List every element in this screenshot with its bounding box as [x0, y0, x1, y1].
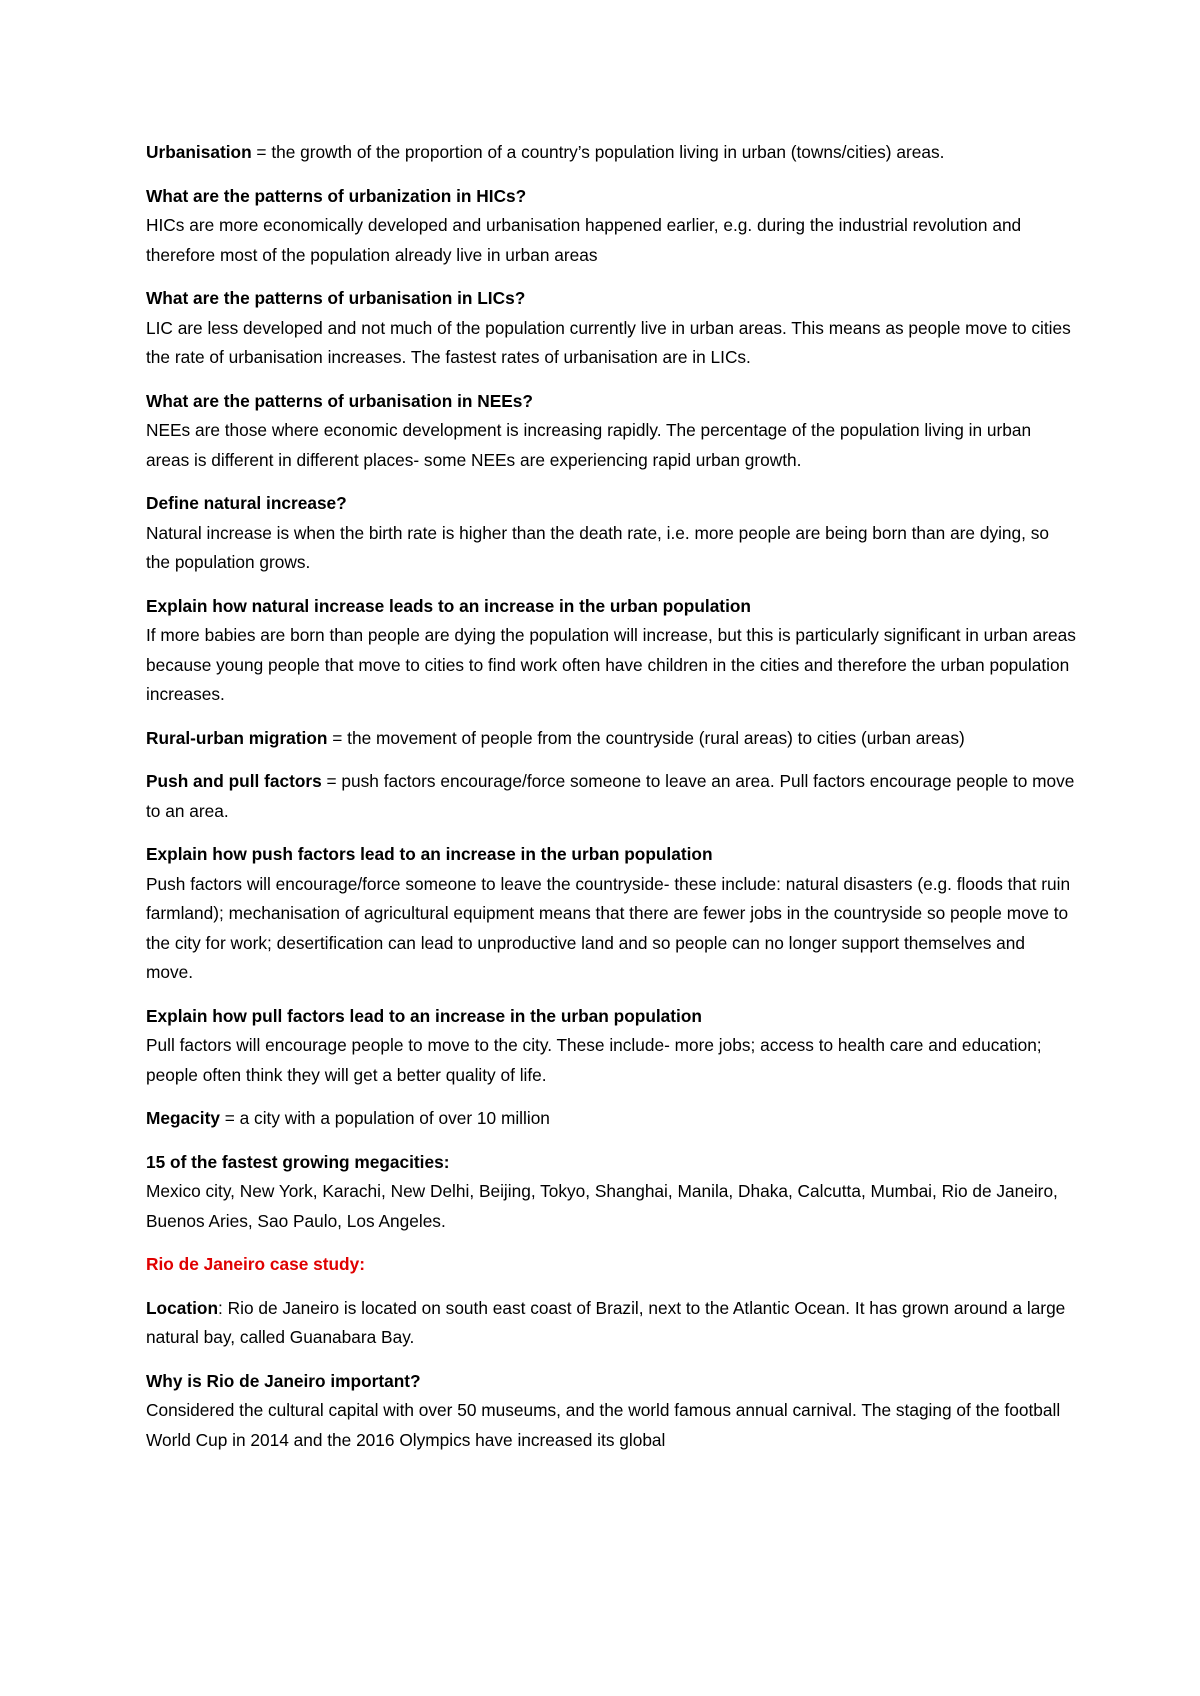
qa-lics: [146, 284, 1076, 373]
answer-text: Considered the cultural capital with over 50 museums, and the world famous annual carnival. The staging of the football World Cup in 2014 and the 2016 Olympics have increased its global: [146, 1400, 1061, 1450]
answer-text: Natural increase is when the birth rate is higher than the death rate, i.e. more people are being born than are dying, so the population grows.: [146, 522, 1050, 572]
document-page: [146, 138, 1076, 1469]
qa-nees: [146, 387, 1076, 476]
definition-text: = a city with a population of over 10 million: [219, 1108, 550, 1128]
answer-text: NEEs are those where economic development is increasing rapidly. The percentage of the population living in urban areas is different in different places- some NEEs are experiencing rapid urban growth.: [146, 420, 1032, 470]
definition-term: Location: [146, 1297, 219, 1318]
question-heading: Explain how pull factors lead to an increase in the urban population: [146, 1005, 702, 1026]
definition-megacity: [146, 1104, 1076, 1134]
qa-natural-increase: [146, 489, 1076, 578]
answer-text: Pull factors will encourage people to move to the city. These include- more jobs; access to health care and education; people often think they will get a better quality of life.: [146, 1035, 1042, 1085]
question-heading: Explain how natural increase leads to an increase in the urban population: [146, 595, 751, 616]
qa-hics: [146, 182, 1076, 271]
definition-text: = the movement of people from the countryside (rural areas) to cities (urban areas): [327, 727, 965, 748]
question-heading: What are the patterns of urbanization in HICs?: [146, 185, 527, 206]
question-heading: Define natural increase?: [146, 493, 347, 513]
definition-term: Rural-urban migration: [146, 727, 328, 748]
qa-pull-factors: [146, 1002, 1076, 1091]
question-heading: Explain how push factors lead to an increase in the urban population: [146, 844, 713, 864]
definition-text: : Rio de Janeiro is located on south east coast of Brazil, next to the Atlantic Ocean. It has grown around a large natural bay, called Guanabara Bay.: [146, 1297, 1066, 1347]
answer-text: If more babies are born than people are dying the population will increase, but this is particularly significant in urban areas because young people that move to cities to find work often have children in the cities and therefore the urban population increases.: [146, 625, 1076, 704]
qa-rio-importance: [146, 1367, 1076, 1456]
answer-text: Mexico city, New York, Karachi, New Delhi, Beijing, Tokyo, Shanghai, Manila, Dhaka, Calcutta, Mumbai, Rio de Janeiro, Buenos Aries, Sao Paulo, Los Angeles.: [146, 1181, 1058, 1231]
question-heading: What are the patterns of urbanisation in LICs?: [146, 288, 526, 308]
definition-term: Push and pull factors: [146, 771, 322, 791]
qa-push-factors: [146, 840, 1076, 988]
definition-push-pull: [146, 767, 1076, 826]
definition-urbanisation: [146, 138, 1076, 168]
definition-term: Urbanisation: [146, 142, 252, 162]
megacities-list: [146, 1148, 1076, 1237]
answer-text: Push factors will encourage/force someone to leave the countryside- these include: natural disasters (e.g. floods that ruin farmland); mechanisation of agricultural equipment means that there are fewer jobs in the countryside so people move to the city for work; desertification can lead to unproductive land and so people can no longer support themselves and move.: [146, 873, 1071, 982]
definition-text: = push factors encourage/force someone to leave an area. Pull factors encourage people to move to an area.: [146, 771, 1075, 821]
rio-location: [146, 1294, 1076, 1353]
rio-case-study-heading-block: [146, 1250, 1076, 1280]
definition-text: = the growth of the proportion of a country’s population living in urban (towns/cities) areas.: [251, 142, 945, 162]
qa-natural-increase-urban: [146, 592, 1076, 710]
definition-rural-urban-migration: [146, 724, 1076, 754]
rio-case-study-heading: Rio de Janeiro case study:: [146, 1254, 365, 1274]
question-heading: Why is Rio de Janeiro important?: [146, 1370, 421, 1391]
question-heading: 15 of the fastest growing megacities:: [146, 1151, 450, 1172]
definition-term: Megacity: [146, 1108, 220, 1128]
answer-text: HICs are more economically developed and urbanisation happened earlier, e.g. during the industrial revolution and therefore most of the population already live in urban areas: [146, 215, 1022, 265]
question-heading: What are the patterns of urbanisation in NEEs?: [146, 390, 533, 411]
answer-text: LIC are less developed and not much of the population currently live in urban areas. This means as people move to cities the rate of urbanisation increases. The fastest rates of urbanisation are in LICs.: [146, 317, 1071, 367]
